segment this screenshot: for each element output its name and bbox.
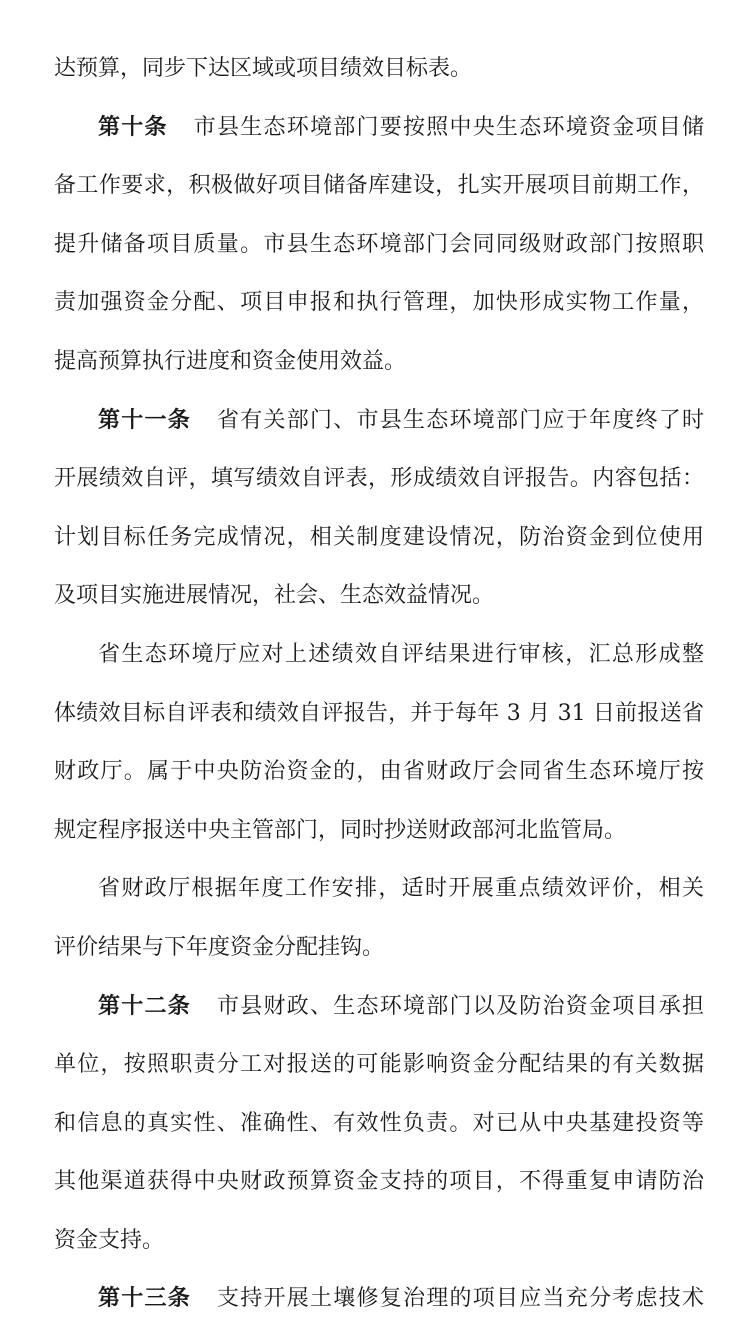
line-text: 及项目实施进展情况，社会、生态效益情况。 <box>54 583 495 609</box>
article-12-first-line <box>54 978 704 1037</box>
text-line <box>54 450 704 509</box>
text-line <box>54 802 704 861</box>
line-text: 责加强资金分配、项目申报和执行管理，加快形成实物工作量， <box>54 290 704 316</box>
line-text: 市县生态环境部门要按照中央生态环境资金项目储 <box>193 114 704 140</box>
line-text: 体绩效目标自评表和绩效自评报告，并于每年 3 月 31 日前报送省 <box>54 700 704 726</box>
article-number: 第十二条 <box>98 993 191 1019</box>
text-line <box>54 919 704 978</box>
text-line <box>54 216 704 275</box>
line-text: 单位，按照职责分工对报送的可能影响资金分配结果的有关数据 <box>54 1052 704 1078</box>
text-line <box>54 743 704 802</box>
document-page <box>54 40 704 1329</box>
paragraph-first-line <box>54 626 704 685</box>
line-text: 省财政厅根据年度工作安排，适时开展重点绩效评价，相关 <box>98 876 704 902</box>
line-text: 规定程序报送中央主管部门，同时抄送财政部河北监管局。 <box>54 817 627 843</box>
text-line <box>54 274 704 333</box>
line-text: 计划目标任务完成情况，相关制度建设情况，防治资金到位使用 <box>54 524 704 550</box>
text-line <box>54 567 704 626</box>
text-line <box>54 157 704 216</box>
line-text: 资金支持。 <box>54 1227 165 1253</box>
line-text: 支持开展土壤修复治理的项目应当充分考虑技术 <box>217 1286 704 1312</box>
line-text: 达预算，同步下达区域或项目绩效目标表。 <box>54 56 473 81</box>
text-line <box>54 1095 704 1154</box>
text-line <box>54 509 704 568</box>
text-line <box>54 1212 704 1271</box>
line-text: 提高预算执行进度和资金使用效益。 <box>54 348 407 374</box>
line-text: 市县财政、生态环境部门以及防治资金项目承担 <box>217 993 704 1019</box>
line-text: 和信息的真实性、准确性、有效性负责。对已从中央基建投资等 <box>54 1110 704 1136</box>
article-number: 第十条 <box>98 114 168 140</box>
line-text: 其他渠道获得中央财政预算资金支持的项目，不得重复申请防治 <box>54 1169 704 1195</box>
line-text: 备工作要求，积极做好项目储备库建设，扎实开展项目前期工作， <box>54 173 704 199</box>
line-text: 财政厅。属于中央防治资金的，由省财政厅会同省生态环境厅按 <box>54 759 704 785</box>
line-text: 评价结果与下年度资金分配挂钩。 <box>54 934 385 960</box>
text-line <box>54 333 704 392</box>
line-text: 省有关部门、市县生态环境部门应于年度终了时 <box>217 407 704 433</box>
text-line <box>54 1153 704 1212</box>
text-line <box>54 685 704 744</box>
line-text: 省生态环境厅应对上述绩效自评结果进行审核，汇总形成整 <box>98 641 704 667</box>
line-text: 提升储备项目质量。市县生态环境部门会同同级财政部门按照职 <box>54 231 704 257</box>
article-11-first-line <box>54 392 704 451</box>
article-number: 第十三条 <box>98 1286 191 1312</box>
text-line <box>54 1036 704 1095</box>
text-line <box>54 40 704 99</box>
paragraph-first-line <box>54 860 704 919</box>
line-text: 开展绩效自评，填写绩效自评表，形成绩效自评报告。内容包括： <box>54 466 704 492</box>
article-13-first-line <box>54 1270 704 1329</box>
article-number: 第十一条 <box>98 407 191 433</box>
article-10-first-line <box>54 99 704 158</box>
